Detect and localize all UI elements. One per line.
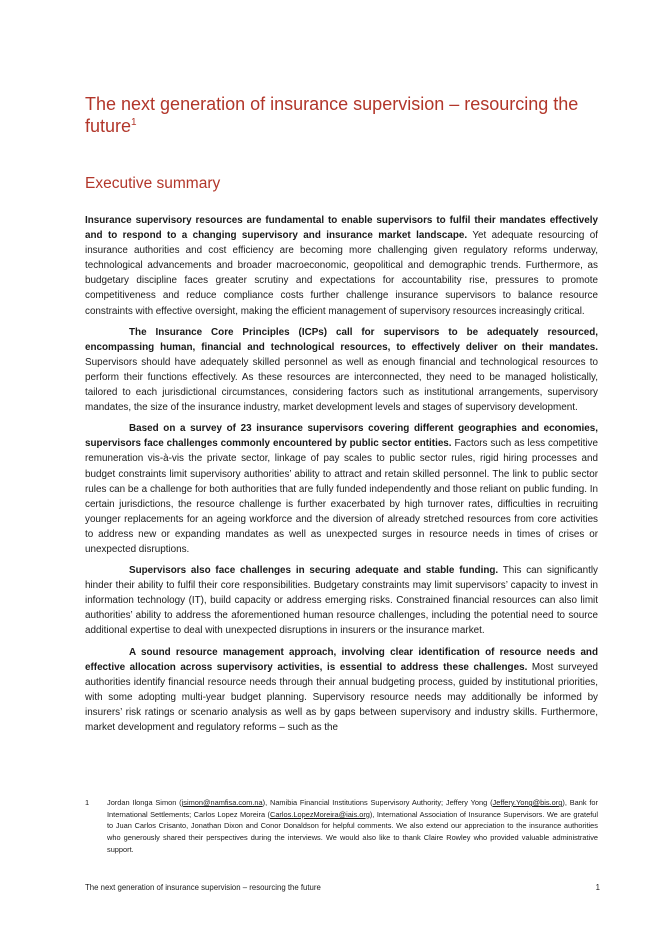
- paragraph-lead: The Insurance Core Principles (ICPs) call for supervisors to be adequately resourced, encompassing human, financial and technological resources, to effectively deliver on their mandates.: [85, 326, 598, 353]
- email-link-iais[interactable]: Carlos.LopezMoreira@iais.org: [269, 809, 370, 819]
- paragraph: [85, 645, 598, 736]
- paragraph: [85, 213, 598, 319]
- paragraph: [85, 325, 598, 416]
- paragraph-rest: This can significantly hinder their ability to fulfil their core responsibilities. Budgetary constraints may limit supervisors’ capacity to invest in information technology (IT), build capacity or address emerging risks. Constrained financial resources can also limit authorities’ ability to address the aforementioned human resource challenges, including the potential need to source additional expertise to deal with unexpected disruptions in insurers or the insurance market.: [85, 565, 598, 637]
- paragraph: [85, 421, 598, 557]
- footnote-text: [107, 797, 598, 856]
- footnote: [85, 797, 598, 856]
- body-text: [85, 213, 598, 741]
- email-link-bis[interactable]: Jeffery.Yong@bis.org: [492, 798, 563, 807]
- footer-running-title: The next generation of insurance supervision – resourcing the future: [85, 883, 321, 892]
- paragraph-lead: Based on a survey of 23 insurance supervisors covering different geographies and economies, supervisors face challenges commonly encountered by public sector entities.: [85, 423, 598, 450]
- document-title: [85, 93, 595, 137]
- paragraph-rest: Supervisors should have adequately skilled personnel as well as enough financial and technological resources to perform their functions effectively. As these resources are interconnected, they need to be managed holistically, tailored to each jurisdictional circumstances, considering factors such as institutional arrangements, supervisory mandates, the size of the insurance industry, market development levels and stages of supervisory development.: [85, 356, 598, 414]
- email-link-namfisa[interactable]: jsimon@namfisa.com.na: [181, 798, 263, 807]
- footnote-segment: Jordan Ilonga Simon (: [107, 798, 182, 807]
- paragraph-rest: Factors such as less competitive remuneration vis-à-vis the private sector, linkage of pay scales to public sector rules, rigid hiring processes and budget constraints limit supervisory authorities’ ability to attract and retain skilled personnel. The link to public sector rules can be a challenge for both authorities that are fully funded independently and those reliant on public funding. In certain jurisdictions, the resource challenge is further exacerbated by high turnover rates, difficulties in recruiting younger replacements for an ageing workforce and the diversion of already stretched resources from core activities to address new or expanding mandates as well as unexpected surges in resource needs in times of crises or unexpected disruptions.: [85, 438, 598, 555]
- title-footnote-mark[interactable]: 1: [131, 117, 137, 128]
- paragraph-lead: Supervisors also face challenges in securing adequate and stable funding.: [129, 565, 499, 577]
- footnote-number: 1: [85, 798, 90, 807]
- footnote-segment: ), International Association of Insurance Supervisors. We are grateful to Juan Carlos Crisanto, Jonathan Dixon and Conor Donaldson for helpful comments. We also extend our appreciation to the insurance authorities who generously shared their perspectives during the interviews. We would also like to thank Claire Rowley who provided valuable administrative support.: [107, 809, 599, 854]
- paragraph-lead: Insurance supervisory resources are fundamental to enable supervisors to fulfil their mandates effectively and to respond to a changing supervisory and insurance market landscape.: [85, 215, 598, 242]
- document-title-text: The next generation of insurance supervision – resourcing the future: [85, 94, 579, 136]
- section-heading: Executive summary: [85, 175, 221, 192]
- footnote-segment: ), Bank for International Settlements; Carlos Lopez Moreira (: [107, 798, 598, 819]
- paragraph-rest: Most surveyed authorities identify financial resource needs through their annual budgeting process, guided by institutional priorities, with some adopting multi-year budget planning. Supervisory resource needs may additionally be informed by insurers’ risk ratings or scenario analysis as well as by gaps between supervisory and industry skills. Furthermore, market development and regulatory reforms – such as the: [85, 661, 598, 733]
- paragraph-rest: Yet adequate resourcing of insurance authorities and cost efficiency are becoming more challenging given regulatory reforms underway, technological advancements and broader macroeconomic, geopolitical and demographic trends. Furthermore, as budgetary discipline faces greater scrutiny and expectations for accountability rise, pressures to promote competitiveness and reduce compliance costs further challenge insurance supervisors to balance resource constraints with effective oversight, making the efficient management of supervisory resources increasingly critical.: [85, 230, 598, 317]
- footer-page-number: 1: [595, 883, 600, 892]
- footnote-segment: ), Namibia Financial Institutions Supervisory Authority; Jeffery Yong (: [262, 798, 493, 807]
- paragraph: [85, 563, 598, 638]
- paragraph-lead: A sound resource management approach, involving clear identification of resource needs and effective allocation across supervisory activities, is essential to address these challenges.: [85, 646, 598, 673]
